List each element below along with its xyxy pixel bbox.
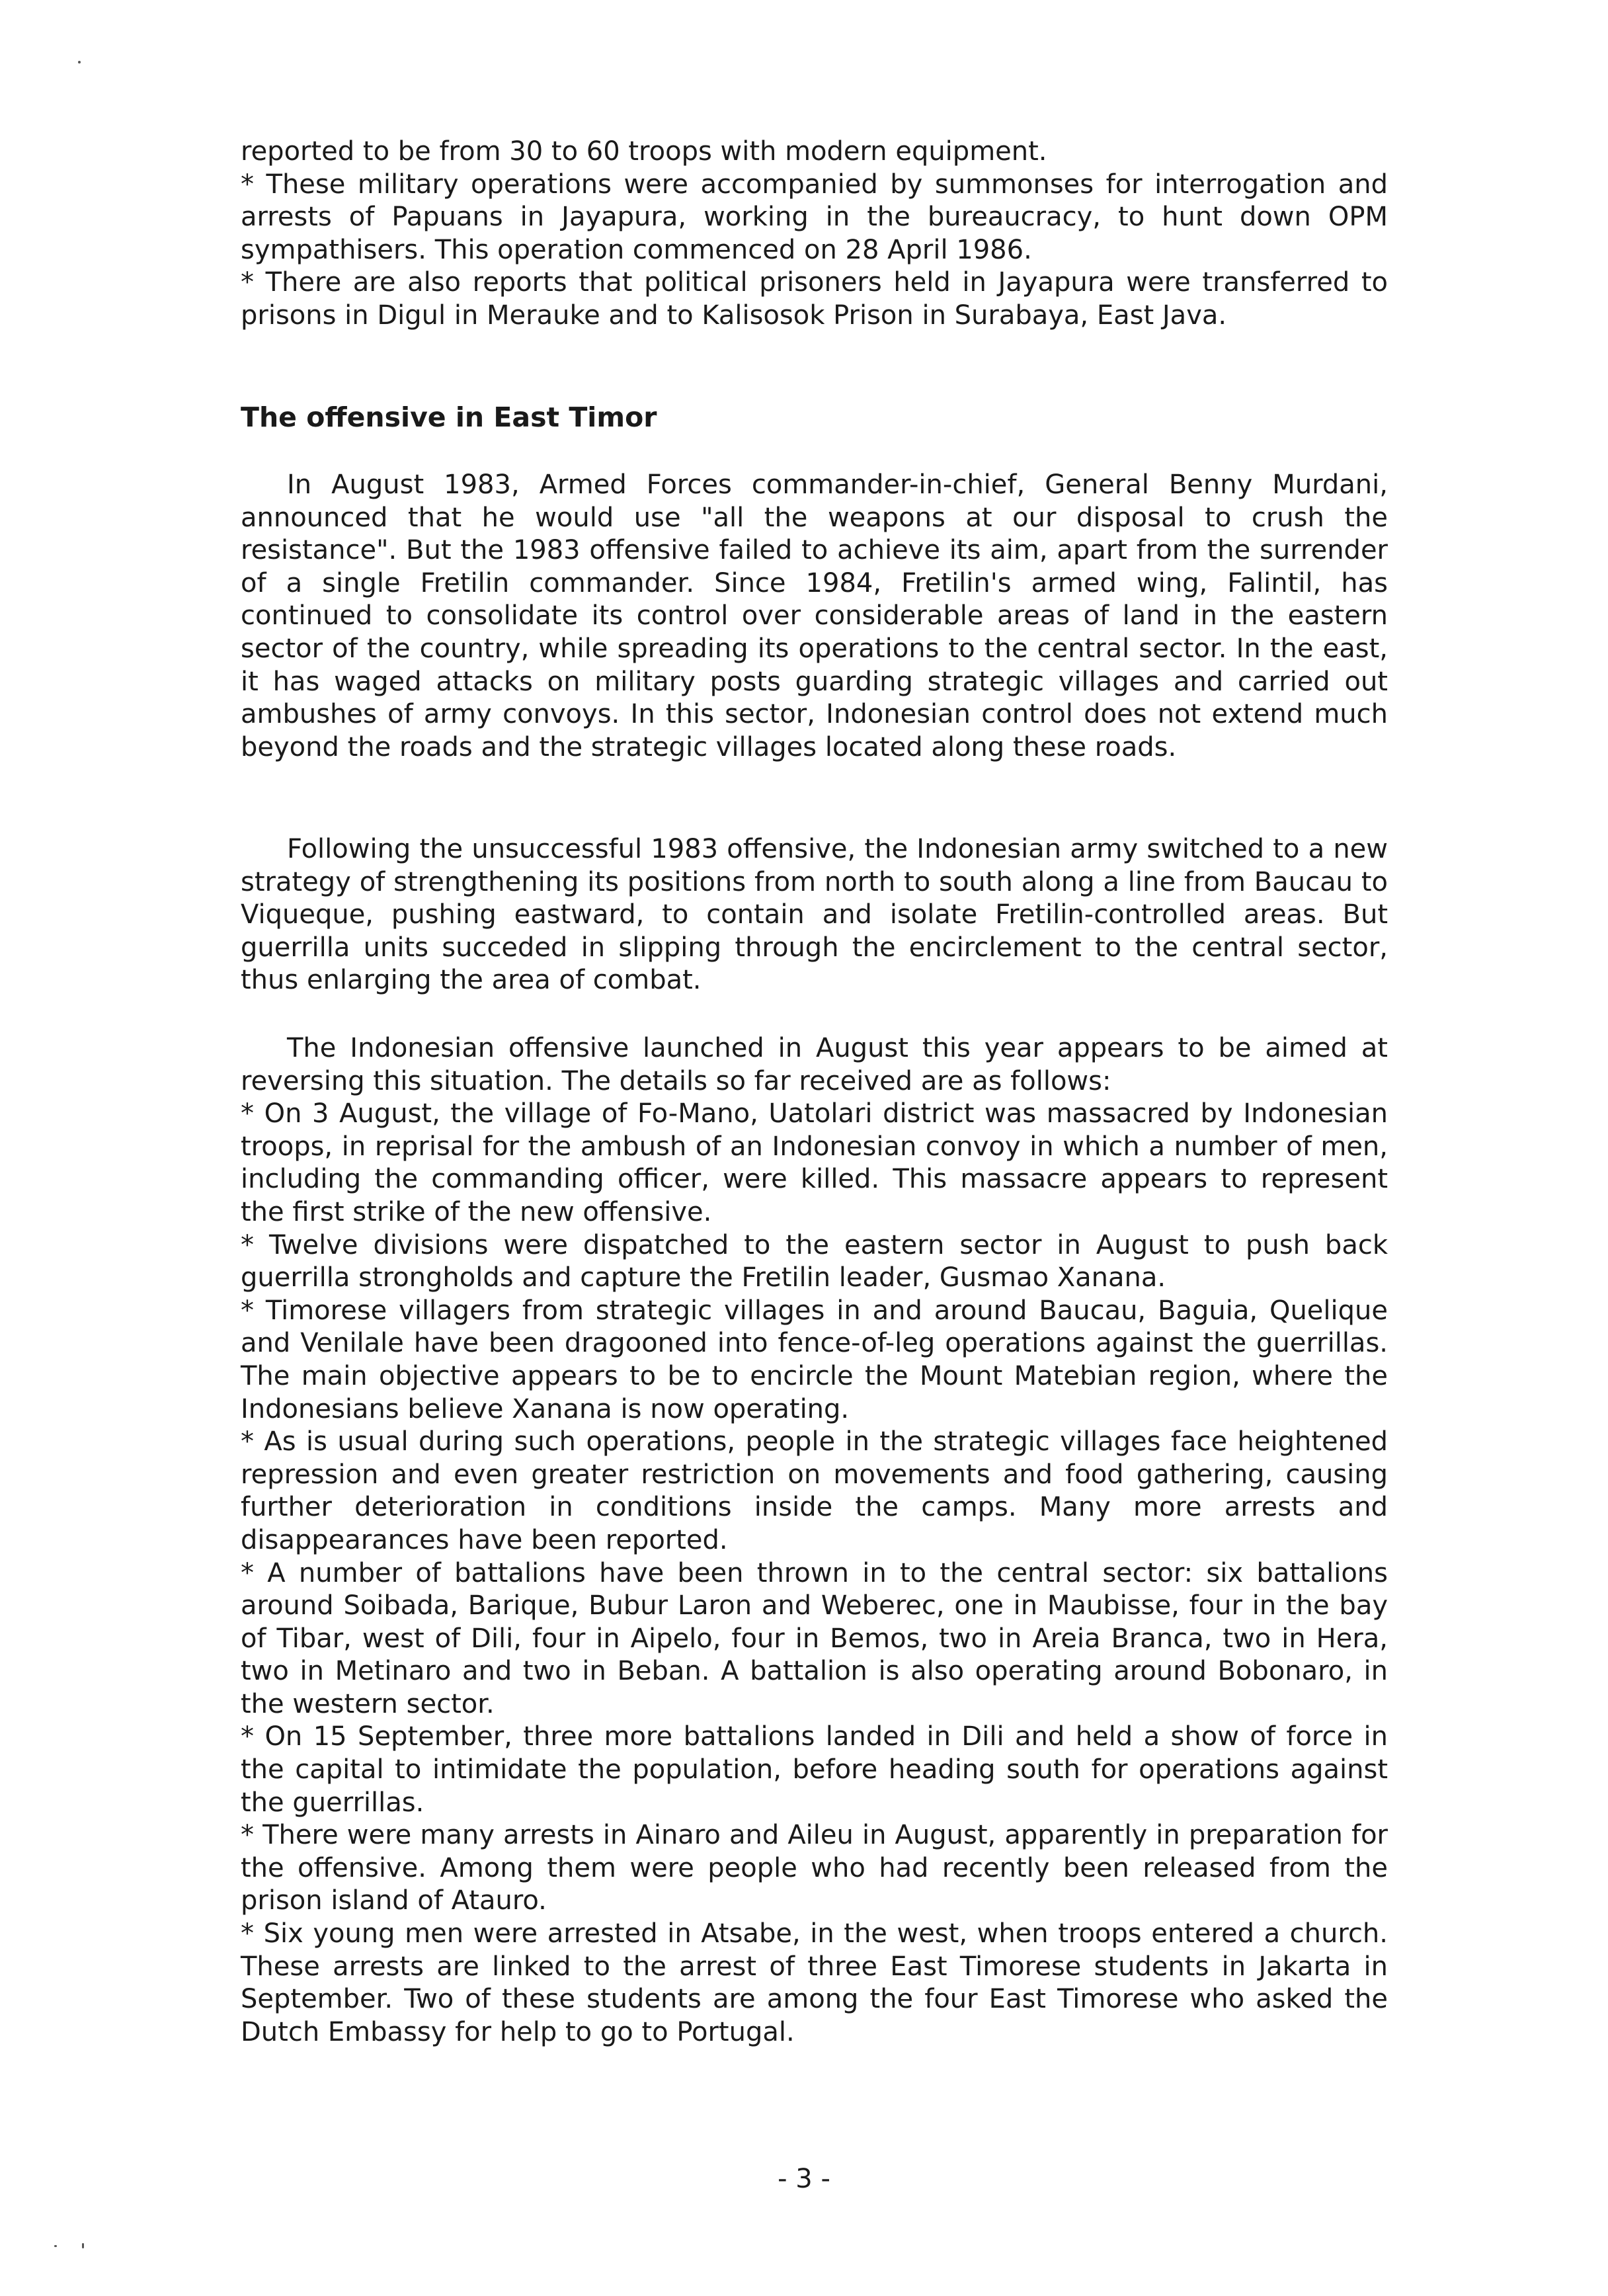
paragraph-text: In August 1983, Armed Forces commander-in-chief, General Benny Murdani, announced that he would use "all the weapons at our disposal to crush the resistance". But the 1983 offensive failed to achieve its aim, apart from the surrender of a single Fretilin commander. Since 1984, Fretilin's armed wing, Falintil, has continued to consolidate its control over considerable areas of land in the eastern sector of the country, while spreading its operations to the central sector. In the east, it has waged attacks on military posts guarding strategic villages and carried out ambushes of army convoys. In this sector, Indonesian control does not extend much beyond the roads and the strategic villages located along these roads. xyxy=(241,470,1388,762)
paragraph-continuation: reported to be from 30 to 60 troops with modern equipment. xyxy=(241,136,1047,167)
bullet-item: * A number of battalions have been thrown in to the central sector: six battalions around Soibada, Barique, Bubur Laron and Weberec, one in Maubisse, four in the bay of Tibar, west of Dili, four in Aipelo, four in Bemos, two in Areia Branca, two in Hera, two in Metinaro and two in Beban. A battalion is also operating around Bobonaro, in the western sector. xyxy=(241,1557,1388,1719)
section-heading: The offensive in East Timor xyxy=(241,401,657,433)
paragraph-2 xyxy=(241,833,1388,997)
scan-speck xyxy=(54,2245,57,2247)
bullet-item: * Timorese villagers from strategic villages in and around Baucau, Baguia, Quelique and Venilale have been dragooned into fence-of-leg operations against the guerrillas. The main objective appears to be to encircle the Mount Matebian region, where the Indonesians believe Xanana is now operating. xyxy=(241,1295,1388,1424)
scan-speck xyxy=(82,2243,84,2248)
scan-speck xyxy=(78,61,81,63)
paragraph-3 xyxy=(241,1032,1388,2049)
bullet-item: * On 3 August, the village of Fo-Mano, Uatolari district was massacred by Indonesian troops, in reprisal for the ambush of an Indonesian convoy in which a number of men, including the commanding officer, were killed. This massacre appears to represent the first strike of the new offensive. xyxy=(241,1098,1388,1227)
bullet-item: * Twelve divisions were dispatched to the eastern sector in August to push back guerrilla strongholds and capture the Fretilin leader, Gusmao Xanana. xyxy=(241,1229,1388,1293)
bullet-item: * As is usual during such operations, people in the strategic villages face heightened repression and even greater restriction on movements and food gathering, causing further deterioration in conditions inside the camps. Many more arrests and disappearances have been reported. xyxy=(241,1426,1388,1555)
bullet-item: * There are also reports that political prisoners held in Jayapura were transferred to prisons in Digul in Merauke and to Kalisosok Prison in Surabaya, East Java. xyxy=(241,267,1388,331)
paragraph-1 xyxy=(241,469,1388,764)
bullet-item: * On 15 September, three more battalions landed in Dili and held a show of force in the capital to intimidate the population, before heading south for operations against the guerrillas. xyxy=(241,1721,1388,1818)
paragraph-text: The Indonesian offensive launched in August this year appears to be aimed at reversing this situation. The details so far received are as follows: xyxy=(241,1033,1388,1096)
page-number: - 3 - xyxy=(778,2164,830,2194)
bullet-item: * Six young men were arrested in Atsabe, in the west, when troops entered a church. These arrests are linked to the arrest of three East Timorese students in Jakarta in September. Two of these students are among the four East Timorese who asked the Dutch Embassy for help to go to Portugal. xyxy=(241,1918,1388,2047)
intro-block xyxy=(241,136,1388,333)
paragraph-text: Following the unsuccessful 1983 offensive, the Indonesian army switched to a new strategy of strengthening its positions from north to south along a line from Baucau to Viqueque, pushing eastward, to contain and isolate Fretilin-controlled areas. But guerrilla units succeded in slipping through the encirclement to the central sector, thus enlarging the area of combat. xyxy=(241,834,1388,996)
bullet-item: * These military operations were accompanied by summonses for interrogation and arrests of Papuans in Jayapura, working in the bureaucracy, to hunt down OPM sympathisers. This operation commenced on 28 April 1986. xyxy=(241,169,1388,265)
bullet-item: * There were many arrests in Ainaro and Aileu in August, apparently in preparation for the offensive. Among them were people who had recently been released from the prison island of Atauro. xyxy=(241,1820,1388,1916)
